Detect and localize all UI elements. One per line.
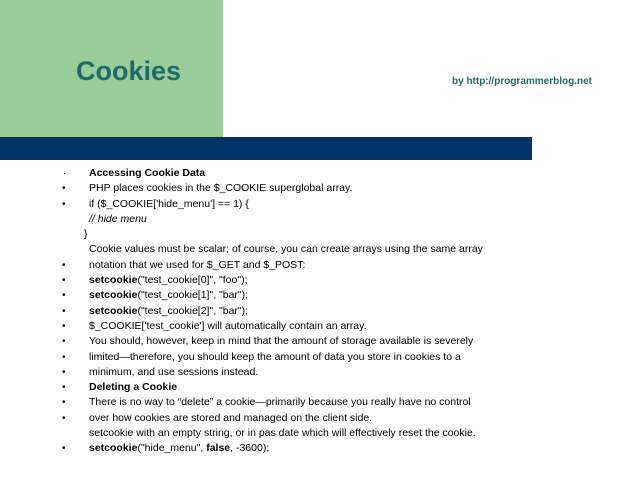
bullet-icon: •: [62, 275, 66, 287]
list-item: [0, 380, 630, 395]
code-line: }: [84, 228, 88, 241]
list-item: [0, 288, 630, 303]
code-args: ("hide_menu",: [137, 442, 207, 455]
list-item: [0, 441, 630, 456]
code-args: ("test_cookie[1]", "bar");: [137, 289, 249, 302]
list-text: minimum, and use sessions instead.: [89, 365, 259, 378]
bullet-icon: •: [62, 382, 66, 394]
list-item: [0, 334, 630, 349]
list-text: setcookie with an empty string, or in pas date which will effectively reset the cookie.: [89, 427, 476, 440]
bullet-icon: •: [62, 259, 66, 271]
code-args: ("test_cookie[2]", "bar");: [137, 304, 249, 317]
bullet-icon: •: [62, 290, 66, 302]
bullet-icon: •: [62, 320, 66, 332]
slide-title: Cookies: [76, 56, 182, 86]
code-args: , -3600);: [230, 442, 270, 455]
bullet-icon: ·: [63, 168, 66, 178]
bullet-icon: •: [62, 351, 66, 363]
list-item: [0, 395, 630, 410]
list-text: $_COOKIE['test_cookie'] will automatically contain an array.: [89, 319, 367, 332]
slide-byline: by http://programmerblog.net: [452, 76, 592, 87]
section-heading: Accessing Cookie Data: [89, 167, 206, 179]
code-function: setcookie: [89, 304, 138, 317]
bullet-icon: •: [62, 412, 66, 424]
list-item: [0, 273, 630, 288]
code-line: if ($_COOKIE['hide_menu'] == 1) {: [89, 197, 249, 210]
list-item: [0, 181, 630, 196]
bullet-icon: •: [62, 198, 66, 210]
code-function: setcookie: [89, 274, 138, 287]
list-item: [0, 304, 630, 319]
list-item: [0, 242, 630, 257]
list-item: [0, 319, 630, 334]
bullet-icon: •: [62, 397, 66, 409]
list-text: limited—therefore, you should keep the amount of data you store in cookies to a: [89, 350, 461, 363]
list-item: [0, 350, 630, 365]
list-item: [0, 227, 630, 242]
list-item: [0, 258, 630, 273]
list-item: [0, 166, 630, 181]
bullet-icon: •: [62, 183, 66, 195]
bullet-icon: •: [62, 336, 66, 348]
bullet-icon: •: [62, 305, 66, 317]
list-item: [0, 411, 630, 426]
slide-body: [0, 166, 630, 457]
code-comment: // hide menu: [89, 212, 147, 225]
list-text: There is no way to “delete” a cookie—primarily because you really have no control: [89, 396, 471, 409]
list-item: [0, 426, 630, 441]
list-item: [0, 212, 630, 227]
list-text: You should, however, keep in mind that the amount of storage available is severely: [89, 335, 474, 348]
code-keyword: false: [206, 442, 231, 455]
list-item: [0, 365, 630, 380]
list-item: [0, 197, 630, 212]
code-function: setcookie: [89, 442, 138, 455]
list-text: Cookie values must be scalar; of course, you can create arrays using the same array: [89, 243, 483, 256]
list-text: over how cookies are stored and managed on the client side.: [89, 411, 373, 424]
list-text: PHP places cookies in the $_COOKIE superglobal array.: [89, 182, 353, 195]
section-heading: Deleting a Cookie: [89, 381, 178, 394]
code-args: ("test_cookie[0]", "foo");: [137, 274, 248, 287]
list-text: notation that we used for $_GET and $_POST:: [89, 258, 306, 271]
navy-divider-bar: [0, 137, 532, 160]
bullet-icon: •: [62, 443, 66, 455]
bullet-icon: •: [62, 366, 66, 378]
code-function: setcookie: [89, 289, 138, 302]
